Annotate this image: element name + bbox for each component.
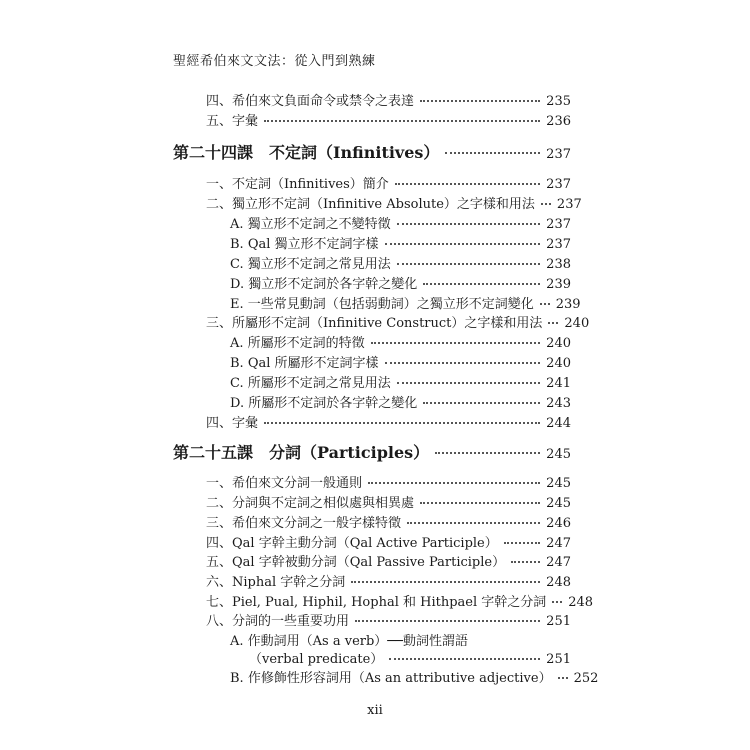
- toc-entry: [230, 297, 581, 313]
- toc-entry-label: 三、希伯來文分詞之一般字樣特徵: [206, 516, 402, 531]
- dot-leader: [423, 281, 540, 285]
- toc-entry: [206, 94, 571, 110]
- toc-entry: [206, 316, 590, 332]
- toc-entry-page: 240: [546, 356, 571, 371]
- toc-entry: [206, 595, 594, 611]
- toc-entry-page: 237: [546, 237, 571, 252]
- toc-entry-page: 248: [546, 575, 571, 590]
- dot-leader: [504, 540, 540, 544]
- toc-entry-label: D. 所屬形不定詞於各字幹之變化: [230, 396, 418, 411]
- toc-entry-label: E. 一些常見動詞（包括弱動詞）之獨立形不定詞變化: [230, 297, 534, 312]
- toc-entry: [249, 652, 571, 668]
- toc-entry: [230, 634, 468, 650]
- dot-leader: [385, 241, 541, 245]
- dot-leader: [385, 360, 541, 364]
- dot-leader: [407, 520, 540, 524]
- toc-entry-page: 244: [546, 416, 571, 431]
- toc-entry-page: 245: [546, 496, 571, 511]
- toc-entry-label: B. Qal 獨立形不定詞字樣: [230, 237, 379, 252]
- toc-entry-label: 一、希伯來文分詞一般通則: [206, 476, 363, 491]
- toc-entry-label: C. 獨立形不定詞之常見用法: [230, 257, 391, 272]
- dot-leader: [397, 261, 540, 265]
- toc-entry-page: 240: [564, 316, 590, 331]
- toc-entry-label: 五、字彙: [206, 114, 259, 129]
- dot-leader: [511, 559, 540, 563]
- toc-entry: [206, 496, 571, 512]
- toc-entry-label: 七、Piel, Pual, Hiphil, Hophal 和 Hithpael 字幹之分詞: [206, 595, 547, 610]
- toc-entry: [206, 177, 571, 193]
- toc-entry-label: A. 作動詞用（As a verb）──動詞性謂語: [230, 634, 468, 649]
- dot-leader: [558, 675, 568, 679]
- toc-entry: [206, 555, 571, 571]
- toc-entry: [206, 536, 571, 552]
- toc-entry-label: 五、Qal 字幹被動分詞（Qal Passive Participle）: [206, 555, 506, 570]
- toc-entry-page: 251: [546, 614, 571, 629]
- dot-leader: [371, 340, 541, 344]
- toc-entry: [230, 336, 571, 352]
- toc-entry: [230, 376, 571, 392]
- toc-entry-label: （verbal predicate）: [249, 652, 384, 667]
- toc-entry-page: 246: [546, 516, 571, 531]
- toc-entry: [230, 217, 571, 233]
- toc-entry: [206, 197, 582, 213]
- dot-leader: [355, 618, 540, 622]
- toc-entry: [230, 356, 571, 372]
- dot-leader: [548, 320, 558, 324]
- toc-lesson-entry: [173, 443, 571, 465]
- toc-entry-page: 248: [568, 595, 594, 610]
- toc-entry-label: B. 作修飾性形容詞用（As an attributive adjective）: [230, 671, 552, 686]
- toc-entry-page: 239: [555, 297, 581, 312]
- dot-leader: [445, 150, 540, 154]
- dot-leader: [552, 599, 562, 603]
- toc-entry-page: 245: [546, 447, 571, 462]
- dot-leader: [420, 98, 540, 102]
- dot-leader: [420, 500, 540, 504]
- dot-leader: [397, 221, 541, 225]
- toc-entry: [230, 277, 571, 293]
- toc-entry-page: 247: [546, 536, 571, 551]
- toc-entry-page: 247: [546, 555, 571, 570]
- toc-entry-page: 251: [546, 652, 571, 667]
- dot-leader: [264, 118, 540, 122]
- toc-entry-label: 四、Qal 字幹主動分詞（Qal Active Participle）: [206, 536, 498, 551]
- dot-leader: [351, 579, 540, 583]
- toc-entry-label: 一、不定詞（Infinitives）簡介: [206, 177, 389, 192]
- toc-entry: [206, 614, 571, 630]
- dot-leader: [540, 301, 550, 305]
- toc-entry-page: 245: [546, 476, 571, 491]
- toc-entry-page: 252: [573, 671, 599, 686]
- toc-entry: [206, 416, 571, 432]
- toc-entry-label: A. 所屬形不定詞的特徵: [230, 336, 365, 351]
- toc-entry: [230, 257, 571, 273]
- dot-leader: [389, 656, 540, 660]
- toc-entry-label: 二、分詞與不定詞之相似處與相異處: [206, 496, 415, 511]
- page-number: xii: [367, 703, 383, 718]
- toc-entry-label: 八、分詞的一些重要功用: [206, 614, 350, 629]
- toc-entry-label: 四、希伯來文負面命令或禁令之表達: [206, 94, 415, 109]
- toc-entry: [206, 516, 571, 532]
- toc-entry-page: 235: [546, 94, 571, 109]
- toc-entry-label: A. 獨立形不定詞之不變特徵: [230, 217, 391, 232]
- toc-entry-page: 237: [556, 197, 582, 212]
- toc-entry-label: B. Qal 所屬形不定詞字樣: [230, 356, 379, 371]
- toc-entry-label: 第二十五課 分詞（Participles）: [173, 443, 430, 462]
- toc-entry-page: 238: [546, 257, 571, 272]
- toc-entry: [206, 476, 571, 492]
- dot-leader: [423, 400, 540, 404]
- dot-leader: [397, 380, 540, 384]
- toc-entry-label: 三、所屬形不定詞（Infinitive Construct）之字樣和用法: [206, 316, 543, 331]
- toc-lesson-entry: [173, 143, 571, 165]
- toc-entry-label: 第二十四課 不定詞（Infinitives）: [173, 143, 440, 162]
- toc-entry-page: 236: [546, 114, 571, 129]
- toc-entry: [206, 575, 571, 591]
- toc-entry-page: 240: [546, 336, 571, 351]
- toc-entry-page: 241: [546, 376, 571, 391]
- toc-entry: [230, 396, 571, 412]
- running-header: 聖經希伯來文文法：從入門到熟練: [173, 54, 376, 69]
- toc-entry-label: 六、Niphal 字幹之分詞: [206, 575, 346, 590]
- toc-entry-label: 四、字彙: [206, 416, 259, 431]
- dot-leader: [541, 201, 551, 205]
- toc-entry: [230, 671, 599, 687]
- dot-leader: [264, 420, 540, 424]
- dot-leader: [435, 450, 540, 454]
- toc-entry-page: 237: [546, 217, 571, 232]
- toc-entry-label: C. 所屬形不定詞之常見用法: [230, 376, 391, 391]
- toc-entry-label: 二、獨立形不定詞（Infinitive Absolute）之字樣和用法: [206, 197, 535, 212]
- dot-leader: [368, 480, 540, 484]
- toc-entry: [230, 237, 571, 253]
- toc-entry-label: D. 獨立形不定詞於各字幹之變化: [230, 277, 418, 292]
- toc-entry-page: 243: [546, 396, 571, 411]
- dot-leader: [395, 181, 540, 185]
- toc-entry-page: 237: [546, 177, 571, 192]
- toc-entry: [206, 114, 571, 130]
- toc-entry-page: 237: [546, 147, 571, 162]
- toc-entry-page: 239: [546, 277, 571, 292]
